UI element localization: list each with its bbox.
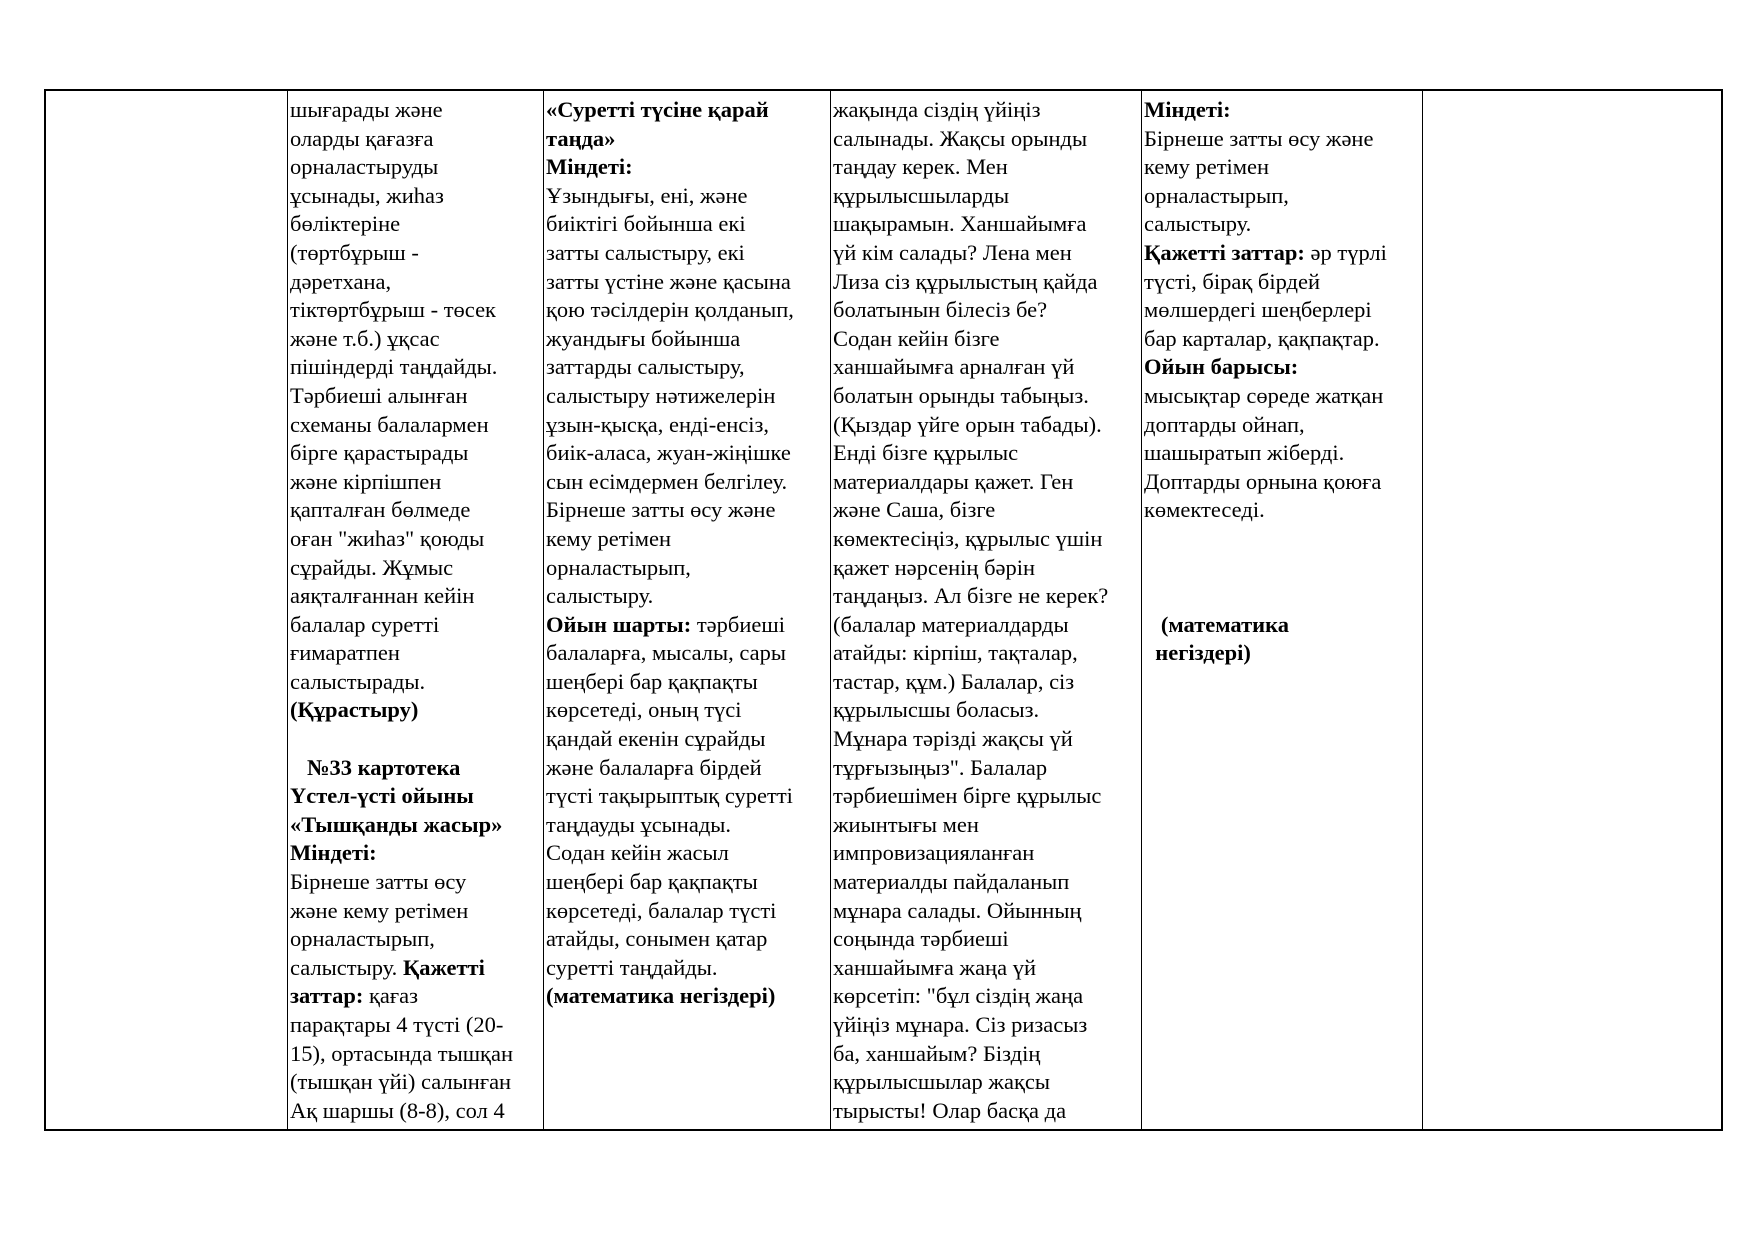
text-line [290,954,513,983]
text-run: үй кім салады? Лена мен [833,239,1072,265]
text-line [290,1011,513,1040]
text-line [1144,325,1387,354]
text-line [290,468,513,497]
text-run: (балалар материалдарды [833,611,1069,637]
text-line [290,754,513,783]
text-line [833,125,1108,154]
text-run: қағаз [363,983,419,1009]
text-run: қажет нәрсенің бәрін [833,554,1036,580]
text-run: жуандығы бойынша [546,325,741,351]
text-run: «Суретті түсіне қарай [546,97,769,122]
text-run: «Тышқанды жасыр» [290,811,503,837]
text-run: шақырамын. Ханшайымға [833,211,1087,237]
text-line [546,811,794,840]
text-run: балалар суретті [290,611,440,637]
text-line [546,268,794,297]
text-line [290,325,513,354]
text-run: сын есімдермен белгілеу. [546,468,788,494]
text-line [833,582,1108,611]
text-line [290,1040,513,1069]
text-run: балаларға, мысалы, сары [546,640,786,666]
text-line [833,1040,1108,1069]
text-run: пішіндерді таңдайды. [290,354,498,380]
text-run: сұрайды. Жұмыс [290,554,454,580]
text-run: (математика [1144,611,1289,637]
text-line [290,153,513,182]
text-line [833,382,1108,411]
text-line [1144,353,1387,382]
text-line [833,525,1108,554]
text-line [1144,382,1387,411]
text-line [290,525,513,554]
text-line [546,782,794,811]
text-line [1144,468,1387,497]
column-divider [287,91,288,1129]
column-divider [1422,91,1423,1129]
text-run: тәрбиеші [691,611,785,637]
text-run: ба, ханшайым? Біздің [833,1040,1041,1066]
text-line [290,696,513,725]
text-run: мысықтар сөреде жатқан [1144,382,1384,408]
text-line [290,982,513,1011]
text-run: құрылысшы боласыз. [833,697,1040,723]
text-line [546,554,794,583]
text-line [290,353,513,382]
text-line [546,639,794,668]
text-run: парақтары 4 түсті (20- [290,1012,504,1037]
text-line [833,411,1108,440]
text-run: кему ретімен [1144,154,1270,180]
text-run: доптарды ойнап, [1144,411,1305,437]
text-line [290,125,513,154]
column-divider [543,91,544,1129]
text-line [290,268,513,297]
text-run: таңда» [546,125,616,151]
text-run: орналастырып, [1144,182,1289,208]
text-line [1144,182,1387,211]
text-line [290,1068,513,1097]
text-line [290,239,513,268]
text-run: Үстел-үсті ойыны [290,783,474,809]
text-run: биіктігі бойынша екі [546,211,746,237]
text-line [833,754,1108,783]
text-run: (төртбұрыш - [290,239,419,265]
text-run: Енді бізге құрылыс [833,440,1019,466]
text-line [546,468,794,497]
text-line [546,839,794,868]
text-run: Лиза сіз құрылыстың қайда [833,268,1098,294]
text-run: Содан кейін жасыл [546,840,729,866]
text-line [546,382,794,411]
text-line [833,982,1108,1011]
text-line [1144,439,1387,468]
text-run: бөліктеріне [290,211,401,237]
text-line [546,325,794,354]
text-run: Қажетті заттар: [1144,239,1305,265]
text-run: оларды қағазға [290,125,434,151]
text-line [546,611,794,640]
text-run: кему ретімен [546,525,672,551]
text-line [1144,554,1387,583]
text-run: таңдаңыз. Ал бізге не керек? [833,583,1109,609]
text-line [1144,296,1387,325]
text-line [290,439,513,468]
text-line [290,382,513,411]
text-line [546,411,794,440]
text-run: №33 картотека [290,754,461,780]
text-run: Бірнеше затты өсу және [546,497,776,523]
text-run: негіздері) [1144,640,1251,666]
text-line [546,925,794,954]
text-run: қандай екенін сұрайды [546,726,766,752]
text-run: ханшайымға арналған үй [833,354,1075,380]
text-run: заттар: [290,983,364,1009]
text-line [546,525,794,554]
text-run: Міндеті: [290,840,377,866]
text-line [833,239,1108,268]
text-line [546,296,794,325]
table-cell-ordering-game [1144,96,1387,668]
text-line [833,96,1108,125]
text-line [833,554,1108,583]
text-run: түсті, бірақ бірдей [1144,268,1321,294]
text-line [833,496,1108,525]
text-run: орналастыруды [290,154,439,180]
text-line [833,210,1108,239]
text-run: аяқталғаннан кейін [290,583,475,609]
text-line [1144,125,1387,154]
text-run: және кему ретімен [290,897,469,923]
text-line [290,554,513,583]
text-run: Бірнеше затты өсу [290,869,467,895]
text-run: ханшайымға жаңа үй [833,954,1037,980]
text-line [833,1011,1108,1040]
text-run: заттарды салыстыру, [546,354,745,380]
text-line [290,96,513,125]
table-cell-color-picture-game [546,96,794,1011]
text-run: дәретхана, [290,268,392,294]
text-run: орналастырып, [546,554,691,580]
text-line [833,897,1108,926]
text-run: мұнара салады. Ойынның [833,897,1082,923]
text-run: импровизацияланған [833,840,1035,866]
text-line [546,954,794,983]
text-run: тіктөртбұрыш - төсек [290,297,496,323]
text-run: үйіңіз мұнара. Сіз ризасыз [833,1012,1088,1037]
text-run: Міндеті: [1144,97,1231,122]
table-cell-construction-game [290,96,513,1125]
text-line [290,897,513,926]
text-line [290,496,513,525]
text-run: көрсетеді, оның түсі [546,697,742,723]
text-line [546,868,794,897]
text-line [546,439,794,468]
text-run: болатынын білесіз бе? [833,297,1048,323]
text-run: салыстыру. [1144,211,1252,237]
text-run: материалдары қажет. Ген [833,468,1074,494]
text-line [546,125,794,154]
text-line [290,725,513,754]
text-run: атайды, сонымен қатар [546,926,768,952]
text-line [290,296,513,325]
text-run: және т.б.) ұқсас [290,325,440,351]
text-line [833,268,1108,297]
text-line [1144,525,1387,554]
text-run: затты үстіне және қасына [546,268,791,294]
text-line [546,239,794,268]
text-run: құрылысшылар жақсы [833,1069,1050,1095]
text-run: Ақ шаршы (8-8), сол 4 [290,1097,505,1123]
text-run: тәрбиешімен бірге құрылыс [833,783,1102,809]
text-line [546,182,794,211]
text-line [833,439,1108,468]
text-run: салыстырады. [290,668,426,694]
text-line [833,668,1108,697]
text-line [833,1068,1108,1097]
text-run: қою тәсілдерін қолданып, [546,297,794,323]
text-run: соңында тәрбиеші [833,926,1009,952]
text-run: (Құрастыру) [290,697,419,723]
text-run: орналастырып, [290,926,435,952]
text-line [290,611,513,640]
text-run: түсті тақырыптық суретті [546,783,793,809]
text-run: Доптарды орнына қоюға [1144,468,1382,494]
text-run: (тышқан үйі) салынған [290,1069,512,1095]
text-run: жиынтығы мен [833,811,979,837]
text-run: (математика негіздері) [546,983,776,1009]
text-run: шашыратып жіберді. [1144,440,1345,466]
text-line [833,925,1108,954]
text-run: Ойын шарты: [546,611,692,637]
text-line [290,1097,513,1126]
column-divider [830,91,831,1129]
text-line [546,153,794,182]
text-line [833,325,1108,354]
text-line [1144,611,1387,640]
text-run: шеңбері бар қақпақты [546,869,758,895]
text-line [290,925,513,954]
text-run: бар карталар, қақпақтар. [1144,325,1380,351]
text-line [833,182,1108,211]
text-line [833,353,1108,382]
text-run: салыстыру нәтижелерін [546,382,776,408]
text-run: ғимаратпен [290,640,400,666]
text-line [290,868,513,897]
text-line [1144,411,1387,440]
text-line [1144,153,1387,182]
text-run: Ұзындығы, ені, және [546,182,748,208]
text-run: жақында сіздің үйіңіз [833,97,1041,122]
text-run: көрсетіп: "бұл сіздің жаңа [833,983,1084,1009]
text-line [290,639,513,668]
text-line [290,668,513,697]
text-run: және Саша, бізге [833,497,996,523]
text-line [290,782,513,811]
lesson-plan-table [44,89,1723,1131]
text-run: салыстыру. [546,583,654,609]
text-run: көрсетеді, балалар түсті [546,897,777,923]
text-line [290,811,513,840]
text-run: тастар, құм.) Балалар, сіз [833,668,1075,694]
text-run: затты салыстыру, екі [546,239,745,265]
text-line [546,496,794,525]
text-run: шеңбері бар қақпақты [546,668,758,694]
text-line [833,153,1108,182]
text-line [833,782,1108,811]
text-line [833,468,1108,497]
text-run: көмектеседі. [1144,497,1265,523]
text-run: және балаларға бірдей [546,754,762,780]
text-line [546,696,794,725]
text-line [546,668,794,697]
text-run: Ойын барысы: [1144,354,1299,380]
text-run: салынады. Жақсы орынды [833,125,1088,151]
text-line [546,982,794,1011]
text-run: Қажетті [402,954,485,980]
text-line [1144,96,1387,125]
text-line [833,639,1108,668]
text-line [290,411,513,440]
text-run: тұрғызыңыз". Балалар [833,754,1048,780]
text-line [290,839,513,868]
text-run: әр түрлі [1304,239,1387,265]
text-line [833,811,1108,840]
text-run: салыстыру. [290,954,403,980]
text-line [833,868,1108,897]
text-line [833,296,1108,325]
text-run: болатын орынды табыңыз. [833,382,1089,408]
text-run: көмектесіңіз, құрылыс үшін [833,525,1103,551]
text-run: мөлшердегі шеңберлері [1144,297,1372,323]
text-run: ұсынады, жиһаз [290,182,444,208]
text-line [546,897,794,926]
text-run: таңдау керек. Мен [833,154,1008,180]
text-line [833,1097,1108,1126]
text-run: шығарады және [290,97,443,122]
text-run: Міндеті: [546,154,633,180]
text-run: Тәрбиеші алынған [290,382,468,408]
text-line [1144,268,1387,297]
text-run: Мұнара тәрізді жақсы үй [833,726,1073,752]
text-run: құрылысшыларды [833,182,1010,208]
text-line [1144,639,1387,668]
text-run: суретті таңдайды. [546,954,718,980]
text-run: Бірнеше затты өсу және [1144,125,1374,151]
text-run: 15), ортасында тышқан [290,1040,513,1066]
table-cell-house-building-game [833,96,1108,1125]
text-run: таңдауды ұсынады. [546,811,732,837]
text-line [1144,496,1387,525]
text-line [290,210,513,239]
text-line [290,582,513,611]
text-run: схеманы балалармен [290,411,489,437]
text-run: қапталған бөлмеде [290,497,471,523]
text-line [546,96,794,125]
text-line [1144,239,1387,268]
text-line [546,725,794,754]
text-run: және кірпішпен [290,468,442,494]
text-line [833,611,1108,640]
text-line [1144,582,1387,611]
text-run: (Қыздар үйге орын табады). [833,411,1102,437]
text-run: бірге қарастырады [290,440,469,466]
text-line [833,696,1108,725]
text-run: тырысты! Олар басқа да [833,1097,1067,1123]
text-line [1144,210,1387,239]
text-line [546,353,794,382]
text-line [290,182,513,211]
text-line [546,582,794,611]
text-line [833,954,1108,983]
text-run: оған "жиһаз" қоюды [290,525,485,551]
text-run: Содан кейін бізге [833,325,1000,351]
column-divider [1141,91,1142,1129]
text-line [546,754,794,783]
text-run: ұзын-қысқа, енді-енсіз, [546,411,769,437]
text-line [833,725,1108,754]
text-run: биік-аласа, жуан-жіңішке [546,440,791,466]
text-run: атайды: кірпіш, тақталар, [833,640,1078,666]
text-line [546,210,794,239]
text-line [833,839,1108,868]
text-run: материалды пайдаланып [833,869,1070,895]
